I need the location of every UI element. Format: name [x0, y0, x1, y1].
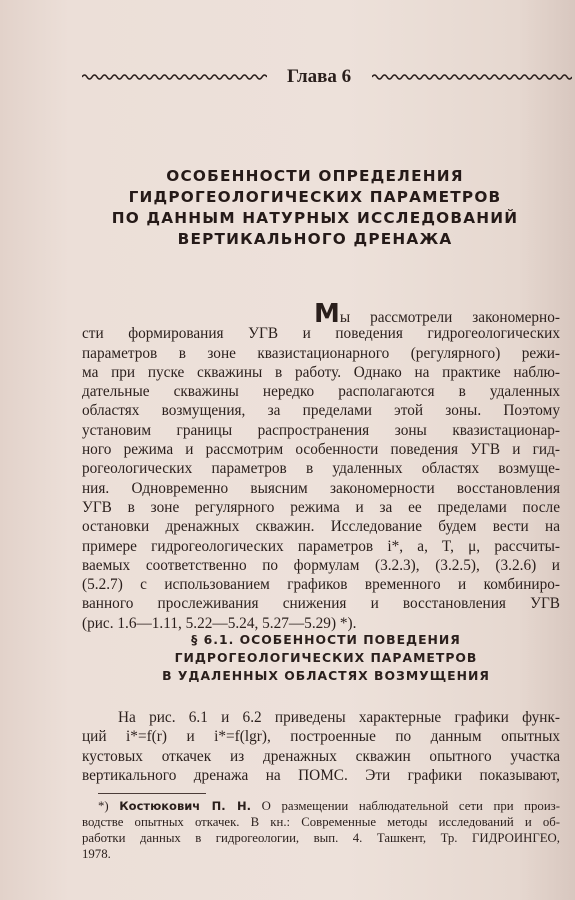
intro-first-line [82, 299, 560, 329]
section-heading-line: В УДАЛЕННЫХ ОБЛАСТЯХ ВОЗМУЩЕНИЯ [162, 668, 490, 683]
text-line: примере гидрогеологических параметров i*, a, T, μ, рассчиты- [82, 537, 560, 555]
intro-paragraph [82, 299, 560, 633]
footnote-text: водстве опытных откачек. В кн.: Современные методы исследований и об- [82, 815, 560, 829]
footnote-text: О размещении наблюдательной сети при произ- [261, 799, 560, 813]
text-line: ма при пуске скважины в работу. Однако на практике наблю- [82, 363, 560, 381]
text-line: остановки дренажных скважин. Исследование будем вести на [82, 518, 560, 536]
section-heading-line: § 6.1. ОСОБЕННОСТИ ПОВЕДЕНИЯ [191, 632, 461, 647]
section-paragraph [82, 708, 560, 785]
footnote-author: Костюкович П. Н. [119, 799, 251, 813]
wavy-rule-right [372, 72, 572, 82]
text-line: На рис. 6.1 и 6.2 приведены характерные графики функ- [118, 709, 560, 726]
text-line: областях возмущения, за пределами этой зоны. Поэтому [82, 402, 560, 420]
footnote-text: работки данных в гидрогеологии, вып. 4. Ташкент, Тр. ГИДРОИНГЕО, [82, 831, 560, 845]
text-line: рогеологических параметров в удаленных областях возмуще- [82, 460, 560, 478]
section-heading-line: ГИДРОГЕОЛОГИЧЕСКИХ ПАРАМЕТРОВ [174, 650, 478, 665]
footnote-marker: *) [98, 799, 109, 813]
wavy-rule-left [82, 72, 267, 82]
text-line: вертикального дренажа на ПОМС. Эти графики показывают, [82, 766, 560, 784]
main-title-line: ГИДРОГЕОЛОГИЧЕСКИХ ПАРАМЕТРОВ [128, 188, 502, 206]
text-line: сти формирования УГВ и поведения гидрогеологических [82, 325, 560, 343]
main-title-line: ОСОБЕННОСТИ ОПРЕДЕЛЕНИЯ [166, 167, 464, 185]
main-title-line: ВЕРТИКАЛЬНОГО ДРЕНАЖА [177, 230, 453, 248]
text-line: ванного прослеживания снижения и восстановления УГВ [82, 595, 560, 613]
chapter-main-title [60, 166, 570, 250]
text-line: (5.2.7) с использованием графиков временного и комбиниро- [82, 576, 560, 594]
text-line: кустовых откачек из дренажных скважин опытного участка [82, 747, 560, 765]
footnote [82, 798, 560, 862]
text-line: ного режима и рассмотрим особенности поведения УГВ и гид- [82, 441, 560, 459]
text-line: ций i*=f(r) и i*=f(lgr), построенные по данным опытных [82, 728, 560, 746]
text-line: установим границы распространения зоны квазистационар- [82, 421, 560, 439]
text-line: УГВ в зоне регулярного режима и за ее пределами после [82, 498, 560, 516]
text-line: параметров в зоне квазистационарного (регулярного) режи- [82, 344, 560, 362]
chapter-header [82, 66, 572, 96]
drop-cap: М [314, 299, 340, 329]
text-line: ы рассмотрели закономерно- [339, 309, 560, 326]
footnote-divider [98, 793, 206, 794]
footnote-text: 1978. [82, 847, 111, 861]
text-line: ваемых соответственно по формулам (3.2.3), (3.2.5), (3.2.6) и [82, 556, 560, 574]
chapter-title: Глава 6 [287, 66, 352, 87]
section-heading [82, 631, 570, 685]
main-title-line: ПО ДАННЫМ НАТУРНЫХ ИССЛЕДОВАНИЙ [111, 209, 519, 227]
footnote-first-line [82, 798, 560, 814]
text-line: дательные скважины нередко располагаются в удаленных [82, 383, 560, 401]
text-line: ния. Одновременно выясним закономерности восстановления [82, 479, 560, 497]
text-line: (рис. 1.6—1.11, 5.22—5.24, 5.27—5.29) *). [82, 614, 357, 632]
